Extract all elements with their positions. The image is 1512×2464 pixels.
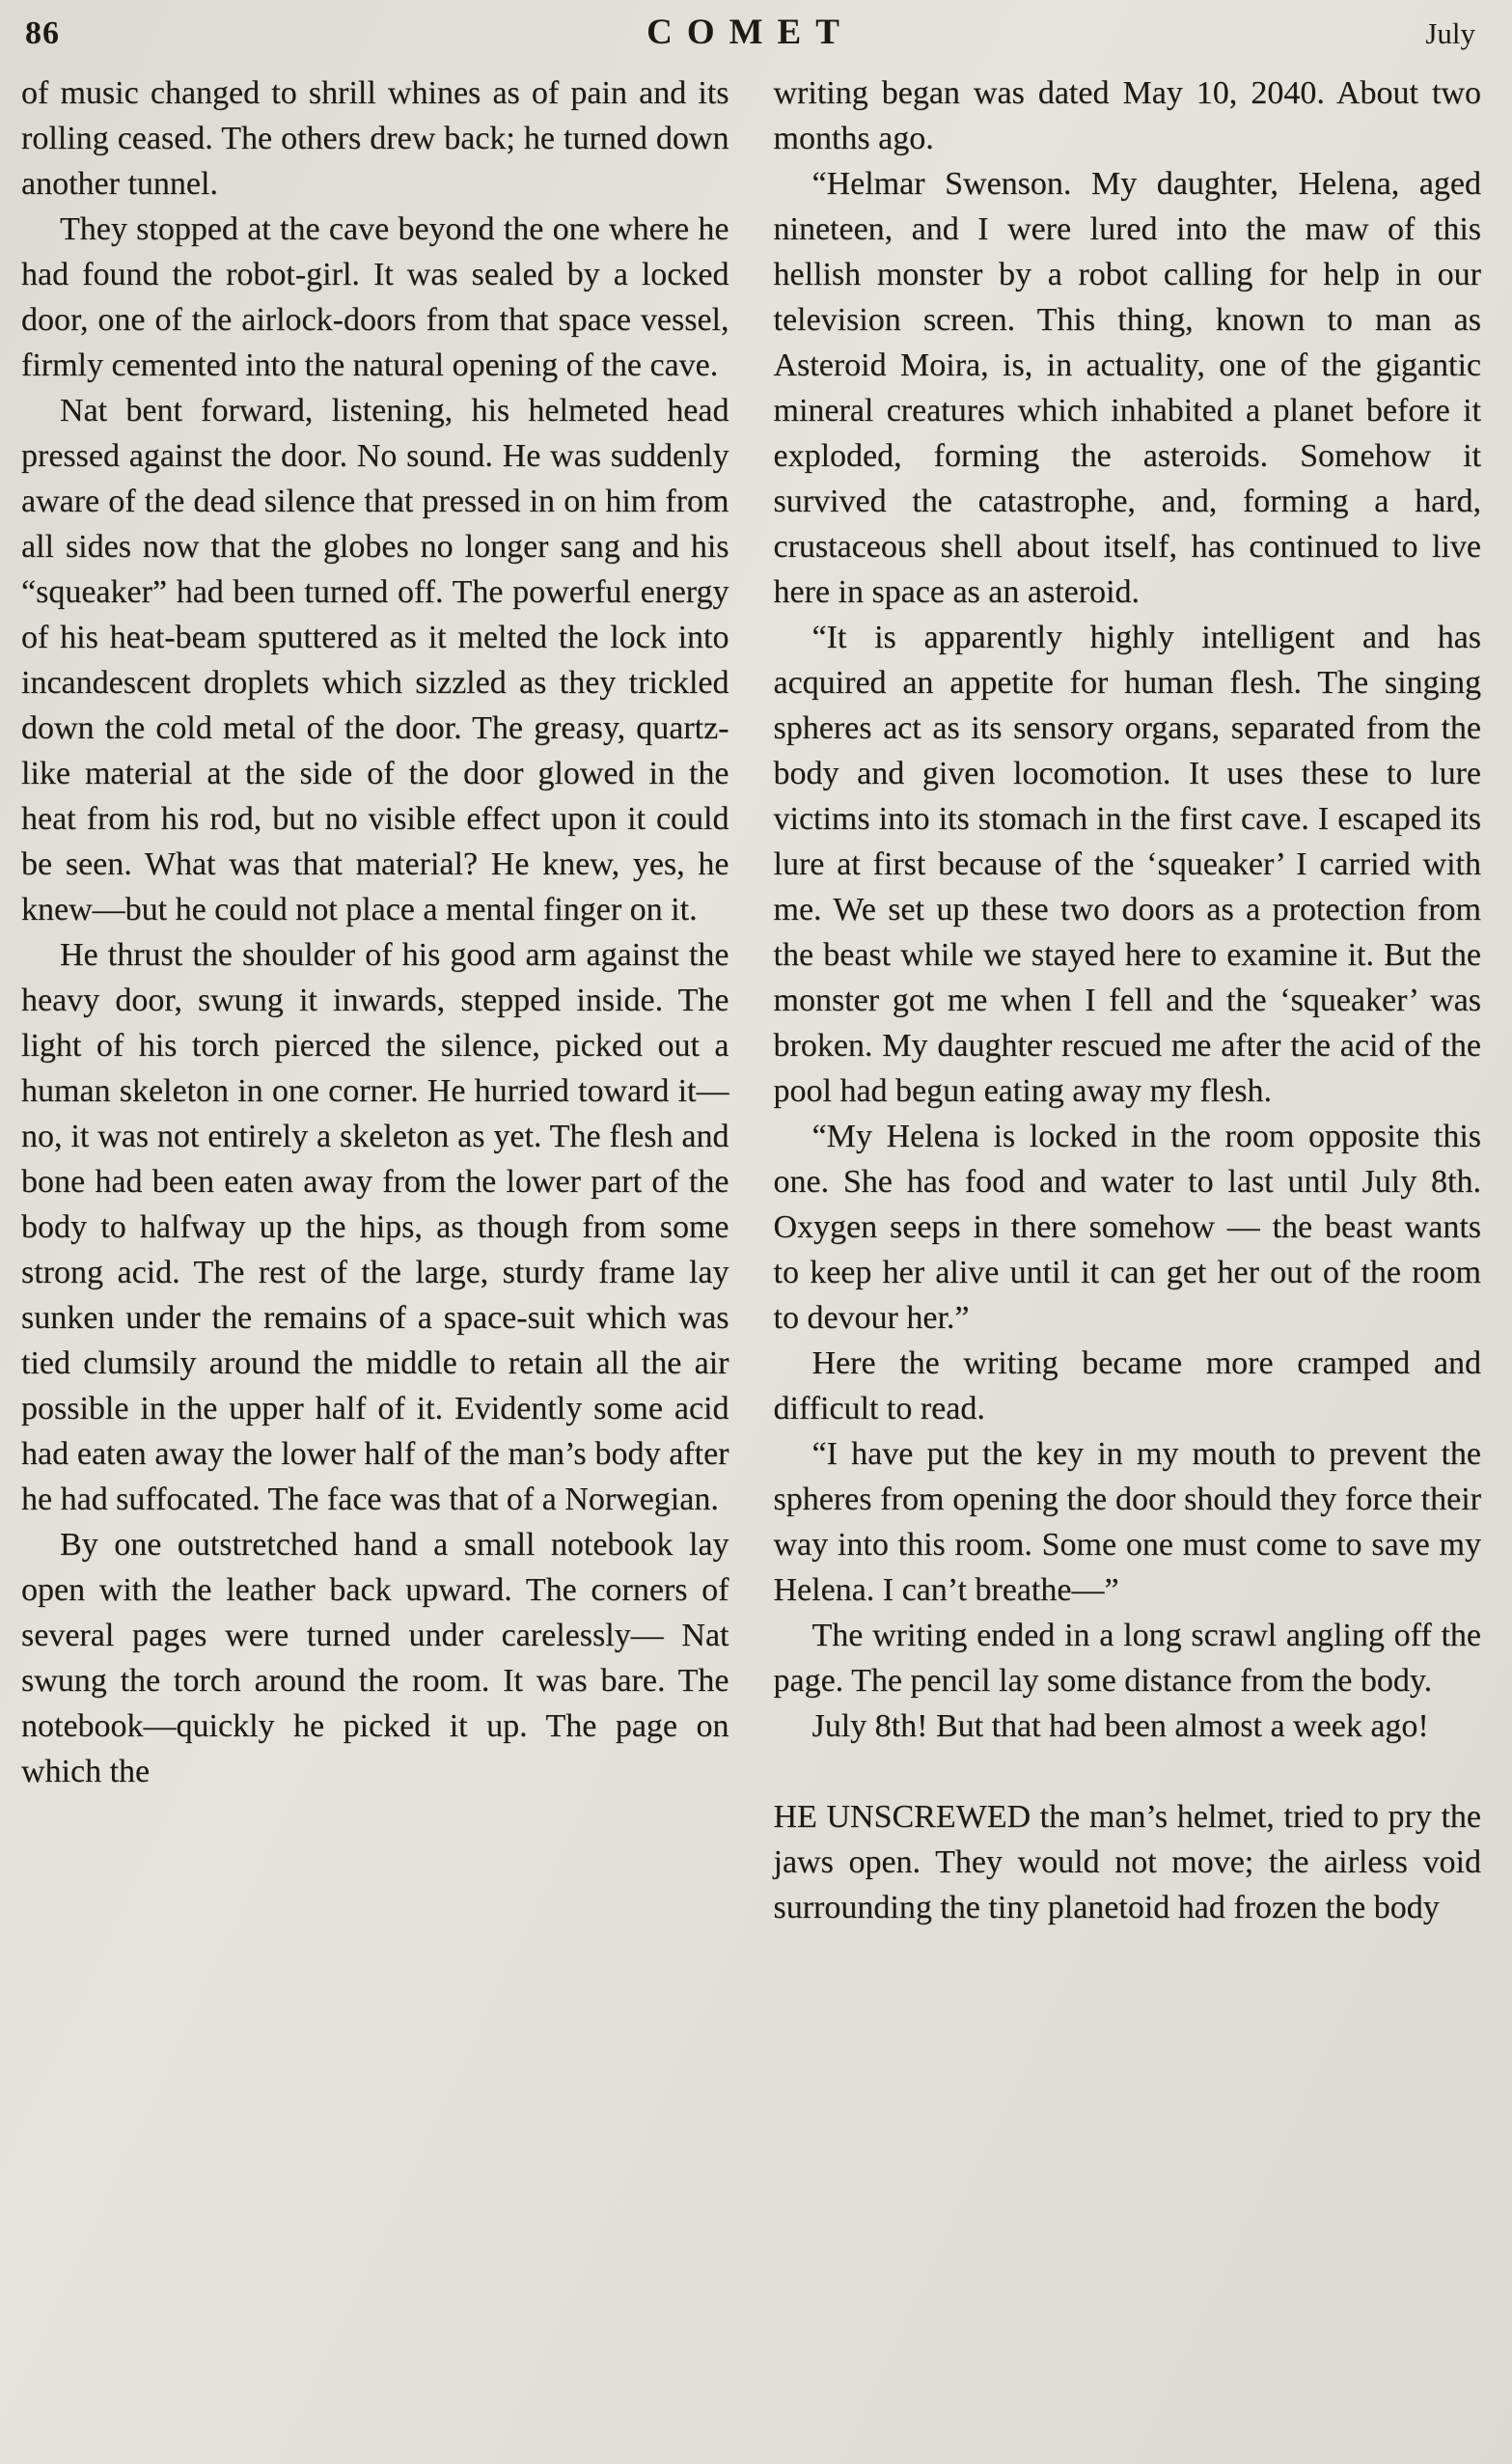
page-header [25,12,1475,53]
paragraph: “My Helena is locked in the room opposite this one. She has food and water to last until July 8th. Oxygen seeps in there somehow — the beast wants to keep her alive until it can get her out of the room to devour her.” [773,1119,1481,1336]
paragraph: “Helmar Swenson. My daughter, Helena, aged nineteen, and I were lured into the maw of this hellish monster by a robot calling for help in our television screen. This thing, known to man as Asteroid Moira, is, in actuality, one of the gigantic mineral creatures which inhabited a planet before it exploded, forming the asteroids. Somehow it survived the catastrophe, and, forming a hard, crustaceous shell about itself, has continued to live here in space as an asteroid. [773,166,1481,610]
paragraph: “I have put the key in my mouth to prevent the spheres from opening the door should they force their way into this room. Some one must come to save my Helena. I can’t breathe—” [773,1436,1481,1608]
paragraph: They stopped at the cave beyond the one where he had found the robot-girl. It was sealed by a locked door, one of the airlock-doors from that space vessel, firmly cemented into the natural opening of the cave. [21,211,729,383]
page-number: 86 [25,15,60,51]
paragraph: The writing ended in a long scrawl angling off the page. The pencil lay some distance from the body. [773,1618,1481,1699]
right-column [774,70,1482,1930]
text-columns [21,70,1481,1930]
section-start-paragraph: HE UNSCREWED the man’s helmet, tried to pry the jaws open. They would not move; the airless void surrounding the tiny planetoid had frozen the body [773,1799,1481,1925]
magazine-title: COMET [646,13,854,52]
paragraph: of music changed to shrill whines as of pain and its rolling ceased. The others drew back; he turned down another tunnel. [21,75,729,202]
paragraph: By one outstretched hand a small notebook lay open with the leather back upward. The corners of several pages were turned under carelessly— Nat swung the torch around the room. It was bare. The notebook—quickly he picked it up. The page on which the [21,1527,729,1789]
paragraph: “It is apparently highly intelligent and has acquired an appetite for human flesh. The singing spheres act as its sensory organs, separated from the body and given locomotion. It uses these to lure victims into its stomach in the first cave. I escaped its lure at first because of the ‘squeaker’ I carried with me. We set up these two doors as a protection from the beast while we stayed here to examine it. But the monster got me when I fell and the ‘squeaker’ was broken. My daughter rescued me after the acid of the pool had begun eating away my flesh. [773,620,1481,1109]
paragraph: Here the writing became more cramped and difficult to read. [773,1345,1481,1426]
paragraph: writing began was dated May 10, 2040. About two months ago. [773,75,1481,156]
paragraph: July 8th! But that had been almost a week ago! [811,1708,1429,1744]
paragraph: Nat bent forward, listening, his helmeted head pressed against the door. No sound. He was suddenly aware of the dead silence that pressed in on him from all sides now that the globes no longer sang and his “squeaker” had been turned off. The powerful energy of his heat-beam sputtered as it melted the lock into incandescent droplets which sizzled as they trickled down the cold metal of the door. The greasy, quartz-like material at the side of the door glowed in the heat from his rod, but no visible effect upon it could be seen. What was that material? He knew, yes, he knew—but he could not place a mental finger on it. [21,393,729,927]
issue-month: July [1425,16,1475,50]
paragraph: He thrust the shoulder of his good arm against the heavy door, swung it inwards, stepped inside. The light of his torch pierced the silence, picked out a human skeleton in one corner. He hurried toward it—no, it was not entirely a skeleton as yet. The flesh and bone had been eaten away from the lower part of the body to halfway up the hips, as though from some strong acid. The rest of the large, sturdy frame lay sunken under the remains of a space-suit which was tied clumsily around the middle to retain all the air possible in the upper half of it. Evidently some acid had eaten away the lower half of the man’s body after he had suffocated. The face was that of a Norwegian. [21,937,729,1517]
left-column [21,70,729,1930]
